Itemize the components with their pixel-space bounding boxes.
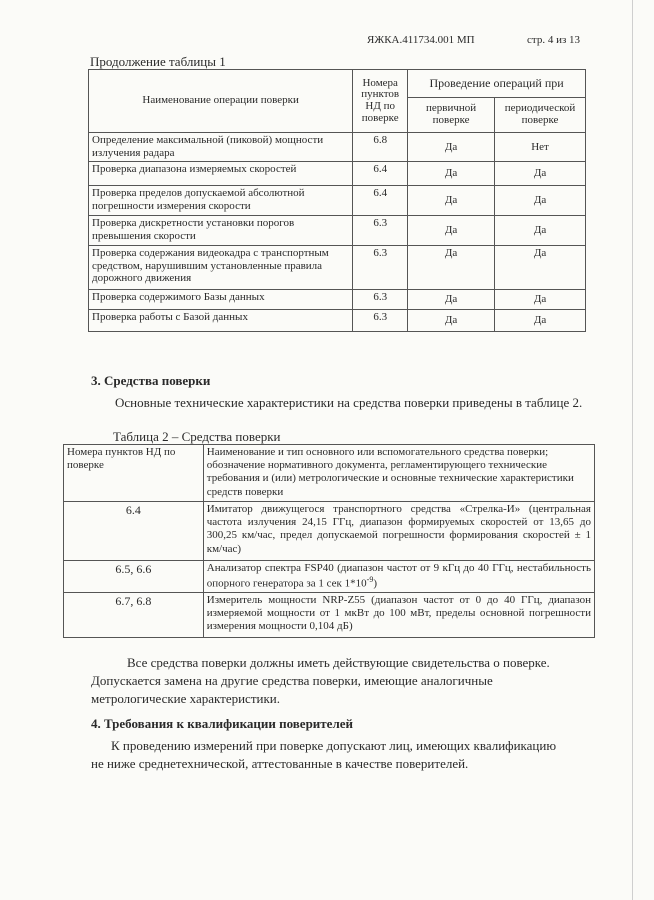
header-points: Номера пунктов НД по поверке xyxy=(353,70,408,133)
operation-periodic: Да xyxy=(495,310,586,332)
table2-caption: Таблица 2 – Средства поверки xyxy=(113,429,281,444)
table-header-row xyxy=(64,445,595,502)
operation-point: 6.3 xyxy=(353,290,408,310)
operation-primary: Да xyxy=(408,133,495,162)
means-description: Имитатор движущегося транспортного средства «Стрелка-И» (центральная частота излучения 24,15 ГГц, диапазон формируемых скоростей от 13,65 до 300,25 км/час, предел допускаемой погрешности формирования скоростей ± 1 км/час) xyxy=(203,502,594,561)
table-row xyxy=(89,246,586,290)
operation-periodic: Да xyxy=(495,162,586,186)
header-periodic: периодической поверке xyxy=(495,98,586,133)
table1-caption: Продолжение таблицы 1 xyxy=(90,54,226,69)
means-description-end: ) xyxy=(373,577,377,590)
table-row xyxy=(64,502,595,561)
document-code: ЯЖКА.411734.001 МП xyxy=(367,34,475,46)
header-points: Номера пунктов НД по поверке xyxy=(64,445,204,502)
means-description: Измеритель мощности NRP-Z55 (диапазон частот от 0 до 40 ГГц, диапазон измеряемой мощности от 1 мкВт до 100 мВт, пределы основной погрешности измерения мощности 0,104 дБ) xyxy=(203,593,594,638)
operation-name: Проверка работы с Базой данных xyxy=(89,310,353,332)
exponent: -9 xyxy=(366,575,374,585)
header-description: Наименование и тип основного или вспомогательного средства поверки; обозначение нормативного документа, регламентирующего технические требования и (или) метрологические и основные технические характеристики средств поверки xyxy=(203,445,594,502)
operation-point: 6.4 xyxy=(353,186,408,216)
section3-note: Все средства поверки должны иметь действующие свидетельства о поверке. Допускается замена на другие средства поверки, имеющие аналогичные метрологические характеристики. xyxy=(91,655,550,706)
table-row xyxy=(64,593,595,638)
operation-periodic: Да xyxy=(495,290,586,310)
table-row xyxy=(89,216,586,246)
means-point: 6.4 xyxy=(64,502,204,561)
header-primary: первичной поверке xyxy=(408,98,495,133)
means-point: 6.7, 6.8 xyxy=(64,593,204,638)
header-operation-name: Наименование операции поверки xyxy=(89,70,353,133)
operation-point: 6.3 xyxy=(353,310,408,332)
table-row xyxy=(89,290,586,310)
page-number: стр. 4 из 13 xyxy=(527,34,581,46)
section4-text: К проведению измерений при поверке допускают лиц, имеющих квалификацию не ниже среднетехнической, аттестованные в качестве поверителей. xyxy=(91,738,557,771)
table-row xyxy=(89,162,586,186)
verification-means-table xyxy=(63,444,595,638)
operation-name: Проверка пределов допускаемой абсолютной погрешности измерения скорости xyxy=(89,186,353,216)
header-operations-group: Проведение операций при xyxy=(408,70,586,98)
table-row xyxy=(89,186,586,216)
operation-name: Проверка диапазона измеряемых скоростей xyxy=(89,162,353,186)
operation-name: Проверка дискретности установки порогов превышения скорости xyxy=(89,216,353,246)
section3-heading: 3. Средства поверки xyxy=(91,373,211,388)
operation-point: 6.8 xyxy=(353,133,408,162)
operation-primary: Да xyxy=(408,310,495,332)
page-edge xyxy=(632,0,633,900)
table-row xyxy=(89,133,586,162)
means-description-text: Анализатор спектра FSP40 (диапазон частот от 9 кГц до 40 ГГц, нестабильность опорного генератора за 1 сек 1*10 xyxy=(206,562,591,590)
table-row xyxy=(89,310,586,332)
operation-periodic: Да xyxy=(495,216,586,246)
operation-name: Определение максимальной (пиковой) мощности излучения радара xyxy=(89,133,353,162)
section4-heading: 4. Требования к квалификации поверителей xyxy=(91,716,353,731)
means-point: 6.5, 6.6 xyxy=(64,561,204,593)
operation-periodic: Нет xyxy=(495,133,586,162)
operation-name: Проверка содержания видеокадра с транспортным средством, нарушившим установленные правила дорожного движения xyxy=(89,246,353,290)
section3-intro: Основные технические характеристики на средства поверки приведены в таблице 2. xyxy=(115,395,583,410)
operation-primary: Да xyxy=(408,162,495,186)
operation-primary: Да xyxy=(408,290,495,310)
operation-name: Проверка содержимого Базы данных xyxy=(89,290,353,310)
operation-primary: Да xyxy=(408,186,495,216)
operation-point: 6.3 xyxy=(353,246,408,290)
operation-periodic: Да xyxy=(495,246,586,290)
operation-point: 6.3 xyxy=(353,216,408,246)
operation-primary: Да xyxy=(408,246,495,290)
operation-primary: Да xyxy=(408,216,495,246)
operation-point: 6.4 xyxy=(353,162,408,186)
means-description xyxy=(203,561,594,593)
verification-operations-table xyxy=(88,69,586,332)
operation-periodic: Да xyxy=(495,186,586,216)
table-row xyxy=(64,561,595,593)
